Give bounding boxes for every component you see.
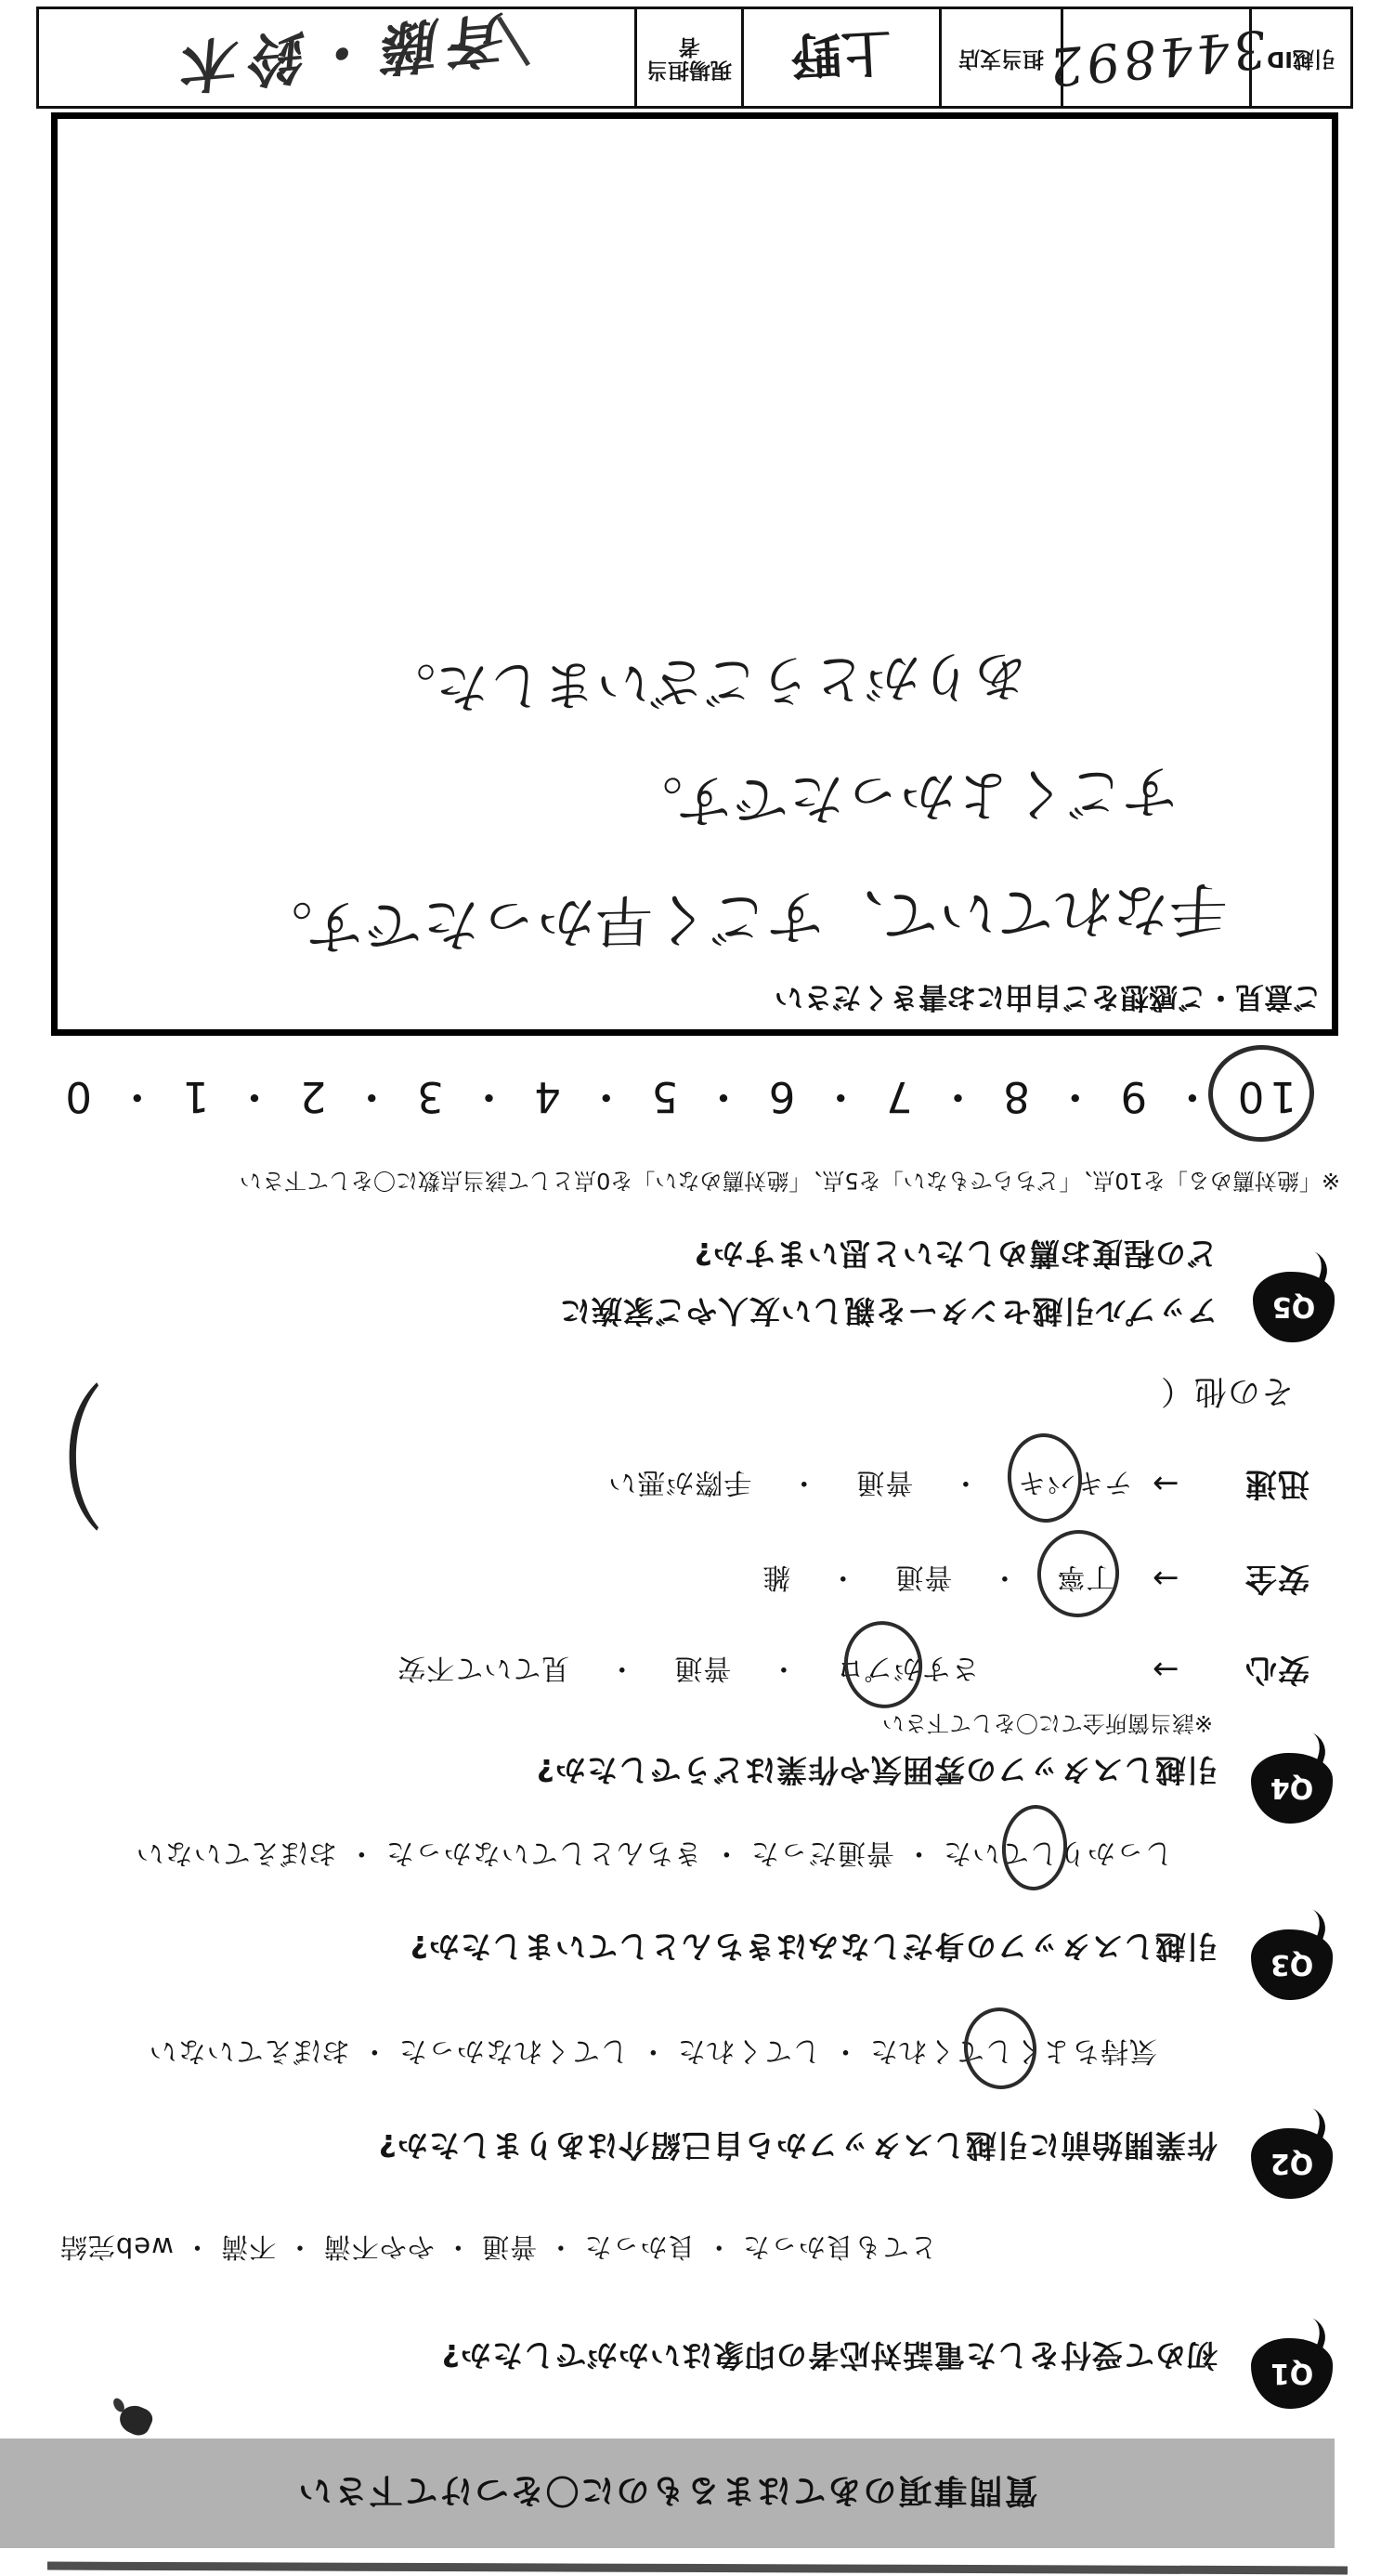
q4-row1-option1: さすがプロ xyxy=(835,1652,980,1684)
q5-rating-scale: 10 ・ 9 ・ 8 ・ 7 ・ 6 ・ 5 ・ 4 ・ 3 ・ 2 ・ 1 ・ 0 xyxy=(59,1072,1296,1121)
q4-row3-dot1: ・ xyxy=(950,1466,980,1498)
branch-value-cell xyxy=(741,9,939,106)
q4-row-anzen xyxy=(762,1559,1309,1604)
q4-row1-arrow: → xyxy=(1151,1651,1179,1688)
q2-badge-label: Q2 xyxy=(1270,2147,1314,2180)
q4-row2-option3: 雑 xyxy=(762,1561,791,1593)
q4-row3-option3: 手際が悪い xyxy=(607,1466,752,1498)
q4-row3-dot2: ・ xyxy=(788,1466,818,1498)
instruction-banner-text: 質問事項のあてはまるものに〇をつけて下さい xyxy=(296,2471,1038,2510)
q4-row3-circle-mark xyxy=(1004,1431,1086,1526)
staff-signature-cell xyxy=(39,4,634,106)
q4-badge-label: Q4 xyxy=(1270,1772,1314,1805)
q4-badge-icon xyxy=(1251,1753,1333,1824)
q3-answer-circle-mark xyxy=(999,1803,1070,1893)
q4-row1-dot2: ・ xyxy=(606,1652,636,1684)
handwritten-moving-id: 344892 xyxy=(1044,17,1269,98)
q4-other-close-paren: ） xyxy=(3,1358,105,1544)
q2-badge-icon xyxy=(1251,2128,1333,2199)
handwritten-comment-line1: 手なれていて、すごく早かったです。 xyxy=(252,873,1229,963)
q4-row-jinsoku xyxy=(607,1464,1309,1510)
q4-question-text: 引越しスタッフの雰囲気や作業はどうでしたか? xyxy=(535,1752,1218,1788)
moving-id-value-cell xyxy=(1044,9,1269,106)
q4-row1-circle-mark xyxy=(839,1616,928,1714)
q1-options: とても良かった ・ 良かった ・ 普通 ・ やや不満 ・ 不満 ・ web完結 xyxy=(59,2231,937,2263)
q1-badge-icon xyxy=(1251,2338,1333,2409)
q3-badge-label: Q3 xyxy=(1270,1948,1314,1981)
handwritten-comment-line2: すごくよかったです。 xyxy=(624,757,1180,835)
scan-edge-shadow xyxy=(47,2562,1348,2575)
q5-question-line2: どの程度お薦めしたいと思いますか? xyxy=(693,1236,1218,1272)
q4-row3-label: 迅速 xyxy=(1244,1465,1309,1502)
q3-badge-icon xyxy=(1251,1929,1333,2000)
q5-badge-label: Q5 xyxy=(1271,1290,1316,1324)
handwritten-staff-signature: 斉藤・鈴木 xyxy=(167,4,507,102)
q4-row3-option1: テキパキ xyxy=(1017,1466,1133,1498)
q4-row1-label: 安心 xyxy=(1244,1651,1309,1688)
q2-question-text: 作業開始前に引越しスタッフから自己紹介はありましたか? xyxy=(377,2127,1218,2164)
q2-answer-circle-mark xyxy=(960,2004,1041,2093)
q4-row2-option2: 普通 xyxy=(894,1561,953,1593)
q4-row2-dot2: ・ xyxy=(827,1561,857,1593)
q4-row1-dot1: ・ xyxy=(768,1652,798,1684)
handwritten-comment-line3: ありがとうございました。 xyxy=(379,643,1029,721)
q4-row1-option3: 見ていて不安 xyxy=(397,1652,570,1684)
q4-other-label: その他（ xyxy=(1159,1372,1294,1409)
instruction-banner xyxy=(0,2439,1335,2548)
job-info-table xyxy=(36,4,1353,109)
q5-badge-icon xyxy=(1253,1272,1335,1342)
q4-row2-label: 安全 xyxy=(1244,1560,1309,1597)
q5-note-text: ※「絶対薦める」を10点、「どちらでもない」を5点、「絶対薦めない」を0点として該当点数に〇をして下さい xyxy=(240,1168,1340,1194)
q5-question-line1: アップル引越センターを親しい友人やご家族に xyxy=(558,1293,1218,1329)
comment-box-label: ご意見・ご感想をご自由にお書きください xyxy=(775,980,1322,1013)
q4-row2-circle-mark xyxy=(1033,1526,1123,1622)
q1-question-text: 初めて受付をした電話対応者の印象はいかがでしたか? xyxy=(440,2337,1218,2373)
q4-row2-arrow: → xyxy=(1151,1560,1179,1597)
q3-question-text: 引越しスタッフの身だしなみはきちんとしていましたか? xyxy=(409,1929,1218,1965)
q1-badge-label: Q1 xyxy=(1270,2357,1314,2390)
q3-options: しっかりしていた ・ 普通だった ・ きちんとしていなかった ・ おぼえていない xyxy=(135,1837,1173,1869)
q4-row3-option2: 普通 xyxy=(855,1466,914,1498)
q4-row2-dot1: ・ xyxy=(989,1561,1019,1593)
q4-note-text: ※該当箇所全てに〇をして下さい xyxy=(881,1710,1213,1736)
staff-label: 現場担当者 xyxy=(634,9,741,106)
q2-options: 気持ちよくしてくれた ・ してくれた ・ してくれなかった ・ おぼえていない xyxy=(148,2034,1157,2067)
q4-row3-arrow: → xyxy=(1151,1465,1179,1502)
q4-row1-option2: 普通 xyxy=(673,1652,732,1684)
q4-row2-option1: 丁寧 xyxy=(1056,1561,1114,1593)
moving-id-label: 引越ID xyxy=(1249,9,1350,106)
branch-label: 担当支店 xyxy=(939,9,1061,106)
handwritten-branch: 上野 xyxy=(789,21,893,87)
